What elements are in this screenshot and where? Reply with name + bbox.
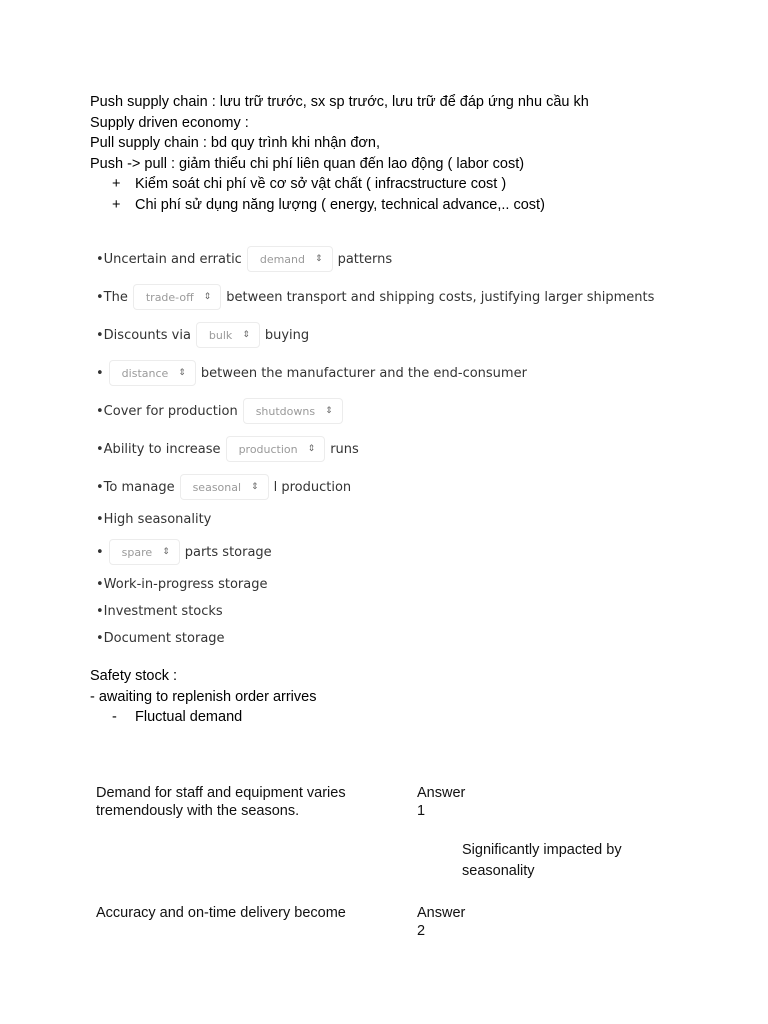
answer-dropdown[interactable]	[180, 474, 269, 500]
quiz-text-before: •	[96, 365, 104, 381]
quiz-row	[96, 392, 654, 430]
dropdown-value: spare	[121, 545, 153, 559]
note-line: Push supply chain : lưu trữ trước, sx sp trước, lưu trữ để đáp ứng nhu cầu kh	[90, 94, 589, 110]
answer-2: Answer 2	[417, 905, 466, 939]
quiz-text-before: •High seasonality	[96, 512, 212, 527]
quiz-section	[96, 240, 654, 652]
quiz-text-after: between the manufacturer and the end-consumer	[200, 365, 527, 381]
notes-section	[90, 92, 589, 215]
answer-dropdown[interactable]	[226, 436, 326, 462]
note-line: Push -> pull : giảm thiểu chi phí liên quan đến lao động ( labor cost)	[90, 155, 525, 172]
dropdown-arrow-icon: ⇕	[203, 292, 212, 302]
quiz-text-before: •Ability to increase	[96, 441, 221, 457]
safety-item: - awaiting to replenish order arrives	[90, 688, 317, 705]
quiz-text-before: •	[96, 544, 104, 560]
quiz-row	[96, 506, 654, 533]
quiz-text-before: •Uncertain and erratic	[96, 251, 242, 267]
dropdown-value: seasonal	[192, 480, 242, 494]
note-bullet	[90, 195, 589, 216]
quiz-text-before: •Cover for production	[96, 403, 238, 419]
quiz-row	[96, 533, 654, 571]
dropdown-value: demand	[259, 252, 306, 266]
answer-1: Answer 1	[417, 785, 466, 819]
quiz-text-before: •Discounts via	[96, 327, 191, 343]
dropdown-value: distance	[121, 366, 169, 380]
quiz-row	[96, 430, 654, 468]
quiz-text-before: •The	[96, 289, 128, 305]
note-bullet-text: Chi phí sử dụng năng lượng ( energy, technical advance,.. cost)	[135, 196, 545, 213]
question-2: Accuracy and on-time delivery become	[96, 905, 346, 921]
dropdown-value: trade-off	[145, 290, 194, 304]
dropdown-arrow-icon: ⇕	[315, 254, 323, 264]
answer-dropdown[interactable]	[109, 539, 180, 565]
quiz-row	[96, 316, 654, 354]
safety-title: Safety stock :	[90, 668, 178, 684]
dropdown-arrow-icon: ⇕	[162, 547, 170, 557]
safety-subitem	[90, 707, 316, 728]
quiz-row	[96, 468, 654, 506]
quiz-row	[96, 598, 654, 625]
quiz-text-after: patterns	[337, 251, 393, 267]
dropdown-arrow-icon: ⇕	[178, 368, 186, 378]
answer-dropdown[interactable]	[243, 398, 343, 424]
answer-dropdown[interactable]	[247, 246, 333, 272]
answer-note: Significantly impacted by seasonality	[462, 842, 622, 879]
note-line: Supply driven economy :	[90, 114, 249, 131]
plus-mark: +	[112, 196, 121, 213]
safety-stock-section	[90, 666, 316, 728]
note-bullet-text: Kiểm soát chi phí về cơ sở vật chất ( infracstructure cost )	[135, 176, 507, 192]
quiz-text-before: •Investment stocks	[96, 604, 223, 619]
note-bullet	[90, 174, 589, 195]
dropdown-arrow-icon: ⇕	[242, 330, 250, 340]
dash-mark: -	[112, 709, 117, 725]
quiz-text-after: runs	[330, 441, 359, 457]
quiz-row	[96, 354, 654, 392]
quiz-text-before: •To manage	[96, 479, 175, 495]
answer-dropdown[interactable]	[133, 284, 221, 310]
dropdown-arrow-icon: ⇕	[251, 482, 259, 492]
note-line: Pull supply chain : bd quy trình khi nhận đơn,	[90, 135, 381, 151]
quiz-row	[96, 625, 654, 652]
answer-dropdown[interactable]	[109, 360, 196, 386]
quiz-text-after: buying	[264, 327, 310, 343]
safety-subitem-text: Fluctual demand	[135, 709, 243, 725]
quiz-text-after: l production	[273, 479, 352, 495]
quiz-row	[96, 571, 654, 598]
quiz-row	[96, 278, 654, 316]
dropdown-value: production	[238, 442, 298, 456]
dropdown-arrow-icon: ⇕	[307, 444, 316, 454]
answer-dropdown[interactable]	[196, 322, 260, 348]
quiz-text-before: •Document storage	[96, 631, 225, 646]
dropdown-arrow-icon: ⇕	[325, 406, 333, 416]
quiz-text-before: •Work-in-progress storage	[96, 577, 268, 592]
quiz-row	[96, 240, 654, 278]
quiz-text-after: between transport and shipping costs, justifying larger shipments	[226, 289, 655, 305]
quiz-text-after: parts storage	[184, 544, 272, 560]
dropdown-value: bulk	[208, 328, 233, 342]
question-1: Demand for staff and equipment varies tremendously with the seasons.	[96, 785, 346, 819]
plus-mark: +	[112, 176, 121, 192]
dropdown-value: shutdowns	[255, 404, 316, 418]
